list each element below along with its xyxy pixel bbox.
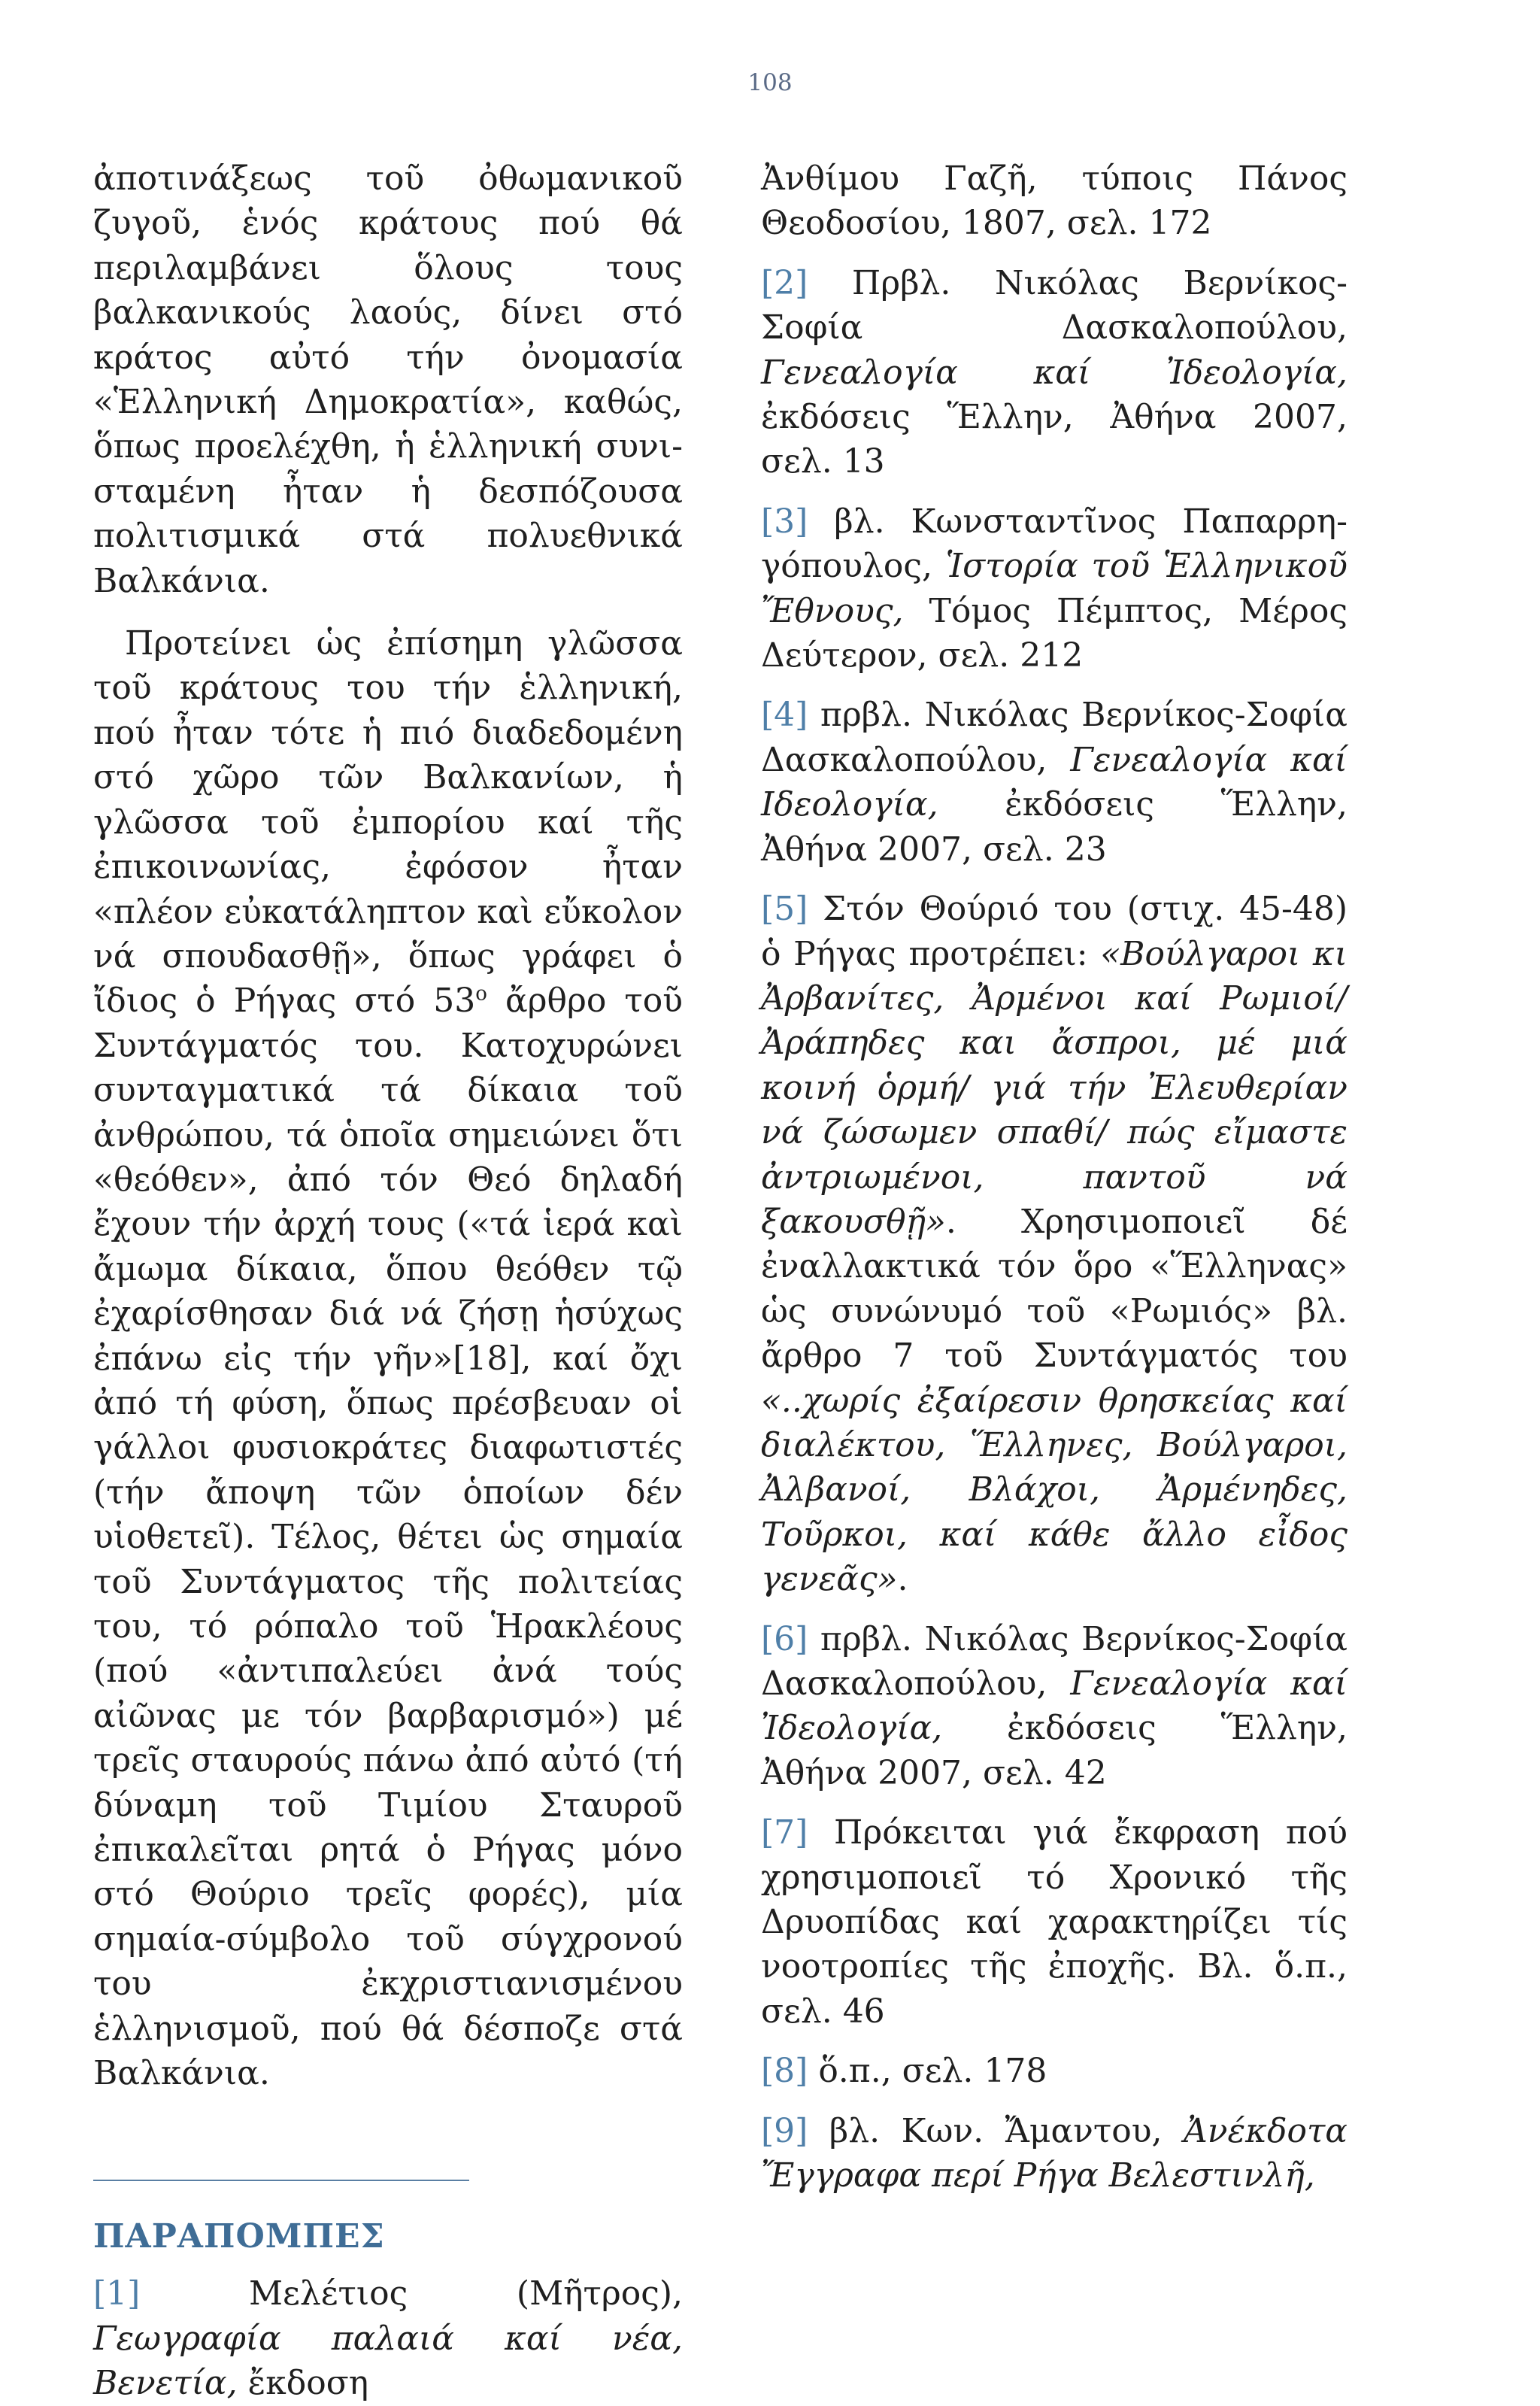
body-paragraph-2 [93, 621, 683, 2095]
reference-number: [3] [761, 502, 808, 541]
page-number: 108 [747, 69, 793, 96]
body-paragraph-2-text-a: Προτείνει ὡς ἐπίσημη γλῶσσα τοῦ κράτους του τήν ἑλληνική, πού ἦταν τότε ἡ πιό διαδεδομένη στό χῶρο τῶν Βαλκανίων, ἡ γλῶσσα τοῦ ἐμπορίου καί τῆς ἐπικοινωνίας, ἐφόσον ἦταν «πλέον εὐκατάληπτον καὶ εὔκολον νά σπουδασθῇ», ὅπως γράφει ὁ ἴδιος ὁ Ρήγας στό 53 [93, 624, 683, 1021]
section-divider [93, 2180, 469, 2181]
reference-quote: «..χωρίς ἐξαίρεσιν θρησκείας καί διαλέκτου, Ἕλληνες, Βούλγαροι, Ἀλβανοί, Βλάχοι, Ἀρμένηδες, Τοῦρκοι, καί κάθε ἄλλο εἶδος γενεᾶς» [761, 1381, 1348, 1599]
reference-7 [761, 1810, 1348, 2034]
reference-number: [5] [761, 890, 808, 929]
reference-number: [2] [761, 263, 808, 302]
reference-text: ἐκδόσεις Ἕλλην, Ἀθήνα 2007, σελ. 42 [761, 1709, 1348, 1792]
reference-text: Τόμος Πέμπτος, Μέρος Δεύτερον, σελ. 212 [761, 591, 1348, 675]
right-column [761, 156, 1348, 2198]
reference-number: [1] [93, 2274, 141, 2313]
reference-2 [761, 261, 1348, 484]
references-heading: ΠΑΡΑΠΟΜΠΕΣ [93, 2217, 385, 2256]
reference-number: [7] [761, 1813, 808, 1852]
body-paragraph-1: ἀποτινάξεως τοῦ ὀθωμανικοῦ ζυγοῦ, ἑνός κράτους πού θά περιλαμβάνει ὅλους τους βαλκανικούς λαούς, δίνει στό κράτος αὐτό τήν ὀνομασία «Ἑλληνική Δημοκρατία», καθώς, ὅπως προελέχθη, ἡ ἑλληνική συνισταμένη ἦταν ἡ δεσπόζουσα πολιτισμικά στά πολυεθνικά Βαλκάνια. [93, 159, 683, 600]
reference-text: ὅ.π., σελ. 178 [808, 2052, 1047, 2091]
reference-quote: «Βούλγαροι κι Ἀρβανίτες, Ἀρμένοι καί Ρωμιοί/ Ἀράπηδες και ἄσπροι, μέ μιά κοινή ὁρμή/ γιά τήν Ἐλευθερίαν νά ζώσωμεν σπαθί/ πώς εἴμαστε ἀντριωμένοι, παντοῦ νά ξακουσθῇ» [761, 934, 1348, 1241]
reference-3 [761, 499, 1348, 678]
reference-9 [761, 2109, 1348, 2198]
reference-text: Μελέτιος (Μῆτρος), [140, 2274, 683, 2313]
reference-text: βλ. Κων. Ἄμαντου, [808, 2111, 1184, 2150]
reference-text: πρβλ. Νικόλας Βερνίκος-Σοφία Δασκαλοπούλου, [761, 1619, 1348, 1703]
reference-title: Γενεαλογία καί Ἰδεολογία, [761, 353, 1348, 392]
reference-number: [4] [761, 696, 808, 735]
reference-5 [761, 887, 1348, 1602]
reference-number: [8] [761, 2052, 808, 2091]
reference-text: Πρόκειται γιά ἔκφραση πού χρησιμοποιεῖ τό Χρονικό τῆς Δρυοπίδας καί χαρακτηρίζει τίς νοοτροπίες τῆς ἐποχῆς. Βλ. ὅ.π., σελ. 46 [761, 1813, 1348, 2031]
reference-title: Ἀνέκδοτα Ἔγγραφα περί Ρήγα Βελεστινλῆ, [761, 2111, 1348, 2195]
reference-text: βλ. Κωνσταντῖνος Παπαρρηγόπουλος, [761, 502, 1348, 586]
reference-title: Γενεαλογία καί Ιδεολογία, [761, 740, 1348, 824]
reference-title: Ἱστορία τοῦ Ἑλληνικοῦ Ἔθνους, [761, 547, 1348, 630]
reference-8 [761, 2049, 1348, 2093]
reference-4 [761, 693, 1348, 872]
ordinal-superscript: ο [475, 982, 487, 1006]
reference-text: ἔκδοση [237, 2364, 369, 2403]
reference-title: Γεωγραφία παλαιά καί νέα, Βενετία, [93, 2319, 683, 2403]
reference-title: Γενεαλογία καί Ἰδεολογία, [761, 1664, 1348, 1748]
reference-number: [9] [761, 2111, 808, 2150]
reference-text: ἐκδόσεις Ἕλλην, Ἀθήνα 2007, σελ. 23 [761, 785, 1348, 869]
reference-1-continued: Ἀνθίμου Γαζῆ, τύποις Πάνος Θεοδοσίου, 1807, σελ. 172 [761, 159, 1348, 243]
reference-text: . Χρησιμοποιεῖ δέ ἐναλλακτικά τόν ὅρο «Ἕλληνας» ὡς συνώνυμό τοῦ «Ρωμιός» βλ. ἄρθρο 7 τοῦ Συντάγματός του [761, 1202, 1348, 1376]
reference-text: πρβλ. Νικόλας Βερνίκος-Σοφία Δασκαλοπούλου, [761, 696, 1348, 779]
reference-text: ἐκδόσεις Ἕλλην, Ἀθήνα 2007, σελ. 13 [761, 398, 1348, 481]
reference-number: [6] [761, 1619, 808, 1658]
reference-1 [93, 2271, 683, 2405]
reference-text: Πρβλ. Νικόλας Βερνίκος-Σοφία Δασκαλοπούλου, [761, 263, 1348, 347]
reference-text: Στόν Θούριό του (στιχ. 45-48) ὁ Ρήγας προτρέπει: [761, 890, 1348, 973]
body-paragraph-2-text-b: ἄρθρο τοῦ Συντάγματός του. Κατοχυρώνει συνταγματικά τά δίκαια τοῦ ἀνθρώπου, τά ὁποῖα σημειώνει ὅτι «θεόθεν», ἀπό τόν Θεό δηλαδή ἔχουν τήν ἀρχή τους («τά ἱερά καὶ ἄμωμα δίκαια, ὅπου θεόθεν τῷ ἐχαρίσθησαν διά νά ζήσῃ ἡσύχως ἐπάνω εἰς τήν γῆν»[18], καί ὄχι ἀπό τή φύση, ὅπως πρέσβευαν οἱ γάλλοι φυσιοκράτες διαφωτιστές (τήν ἄποψη τῶν ὁποίων δέν υἱοθετεῖ). Τέλος, θέτει ὡς σημαία τοῦ Συντάγματος τῆς πολιτείας του, τό ρόπαλο τοῦ Ἡρακλέους (πού «ἀντιπαλεύει ἀνά τούς αἰῶνας με τόν βαρβαρισμό») μέ τρεῖς σταυρούς πάνω ἀπό αὐτό (τή δύναμη τοῦ Τιμίου Σταυροῦ ἐπικαλεῖται ρητά ὁ Ρήγας μόνο στό Θούριο τρεῖς φορές), μία σημαία-σύμβολο τοῦ σύγχρονού του ἐκχριστιανισμένου ἑλληνισμοῦ, πού θά δέσποζε στά Βαλκάνια. [93, 982, 683, 2093]
left-column [93, 156, 683, 2406]
reference-text: . [897, 1560, 908, 1599]
reference-6 [761, 1617, 1348, 1796]
